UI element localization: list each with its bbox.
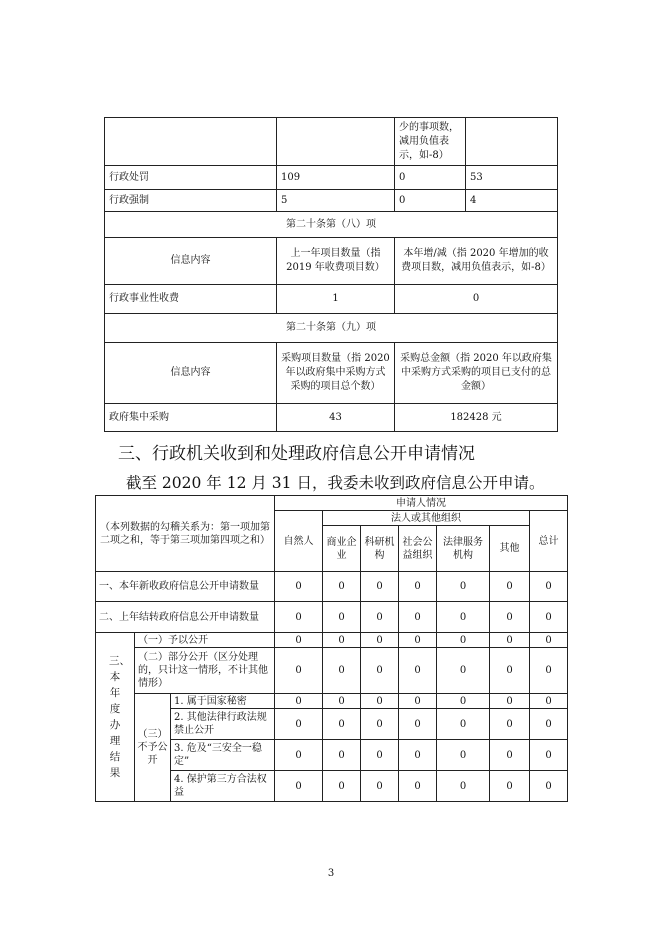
cell: 5 xyxy=(277,190,395,212)
cell: 0 xyxy=(437,709,490,740)
table-row xyxy=(96,694,568,709)
cell: 0 xyxy=(275,648,323,694)
cell: 0 xyxy=(490,740,530,771)
table-header-row xyxy=(105,343,558,404)
header-col1: 上一年项目数量（指 2019 年收费项目数） xyxy=(277,238,395,285)
section-3-heading: 三、行政机关收到和处理政府信息公开申请情况 xyxy=(118,444,475,464)
row-label: 二、上年结转政府信息公开申请数量 xyxy=(96,602,275,633)
cell: 0 xyxy=(490,602,530,633)
cell: 0 xyxy=(323,709,361,740)
group-label xyxy=(96,633,135,802)
cell: 0 xyxy=(437,740,490,771)
cell: 0 xyxy=(530,740,568,771)
cell: 182428 元 xyxy=(395,404,558,432)
cell: 0 xyxy=(437,633,490,648)
cell: 0 xyxy=(437,572,490,602)
cell: 0 xyxy=(437,648,490,694)
cell: 0 xyxy=(275,633,323,648)
legal-group-header: 法人或其他组织 xyxy=(323,511,530,526)
cell: 0 xyxy=(361,694,399,709)
row-label: 一、本年新收政府信息公开申请数量 xyxy=(96,572,275,602)
cell: 0 xyxy=(530,648,568,694)
total-header: 总计 xyxy=(530,511,568,572)
org-col-header: 社会公益组织 xyxy=(399,526,437,572)
section-title-row xyxy=(105,314,558,343)
table-header-row xyxy=(96,496,568,511)
cell: 0 xyxy=(323,572,361,602)
row-label: （一）予以公开 xyxy=(135,633,275,648)
cell: 0 xyxy=(399,709,437,740)
cell: 0 xyxy=(275,694,323,709)
vertical-label: 三、本年度办理结果 xyxy=(109,655,130,779)
natural-person-header: 自然人 xyxy=(275,511,323,572)
table-row xyxy=(96,602,568,633)
section-3-paragraph: 截至 2020 年 12 月 31 日，我委未收到政府信息公开申请。 xyxy=(126,474,545,492)
cell: 0 xyxy=(437,771,490,802)
table-row xyxy=(105,118,558,166)
header-label: 信息内容 xyxy=(105,238,277,285)
cell: 0 xyxy=(361,740,399,771)
cell: 0 xyxy=(530,602,568,633)
cell: 0 xyxy=(399,572,437,602)
row-label: 4. 保护第三方合法权益 xyxy=(171,771,275,802)
cell: 0 xyxy=(323,648,361,694)
cell: 0 xyxy=(323,633,361,648)
cell: 0 xyxy=(530,771,568,802)
cell: 0 xyxy=(437,602,490,633)
table-row xyxy=(105,404,558,432)
cell: 0 xyxy=(490,694,530,709)
cell: 0 xyxy=(399,740,437,771)
cell: 0 xyxy=(530,572,568,602)
header-col1: 采购项目数量（指 2020 年以政府集中采购方式采购的项目总个数） xyxy=(277,343,395,404)
org-col-header: 商业企业 xyxy=(323,526,361,572)
table-row xyxy=(96,633,568,648)
cell: 0 xyxy=(490,633,530,648)
row-label: 2. 其他法律行政法规禁止公开 xyxy=(171,709,275,740)
header-col2: 采购总金额（指 2020 年以政府集中采购方式采购的项目已支付的总金额） xyxy=(395,343,558,404)
cell: 0 xyxy=(395,166,466,190)
table-note: （本列数据的勾稽关系为：第一项加第二项之和，等于第三项加第四项之和） xyxy=(96,496,275,572)
cell: 0 xyxy=(399,633,437,648)
cell: 0 xyxy=(323,771,361,802)
row-label: 行政强制 xyxy=(105,190,277,212)
cell: 0 xyxy=(530,694,568,709)
cell: 0 xyxy=(275,572,323,602)
applicant-header: 申请人情况 xyxy=(275,496,568,511)
cell: 0 xyxy=(530,633,568,648)
cell: 0 xyxy=(399,648,437,694)
cell: 0 xyxy=(361,771,399,802)
cell: 0 xyxy=(361,602,399,633)
row-label: 政府集中采购 xyxy=(105,404,277,432)
cell: 0 xyxy=(323,602,361,633)
row-label: 行政处罚 xyxy=(105,166,277,190)
row-label: 3. 危及“三安全一稳定” xyxy=(171,740,275,771)
cell: 0 xyxy=(395,285,558,314)
cell: 0 xyxy=(275,771,323,802)
cell: 0 xyxy=(275,709,323,740)
cell: 0 xyxy=(275,602,323,633)
cell: 0 xyxy=(490,648,530,694)
header-col2: 本年增/减（指 2020 年增加的收费项目数，减用负值表示，如-8） xyxy=(395,238,558,285)
page-number: 3 xyxy=(327,868,335,879)
cell: 0 xyxy=(323,740,361,771)
cell: 0 xyxy=(361,633,399,648)
cell: 0 xyxy=(361,572,399,602)
cell: 109 xyxy=(277,166,395,190)
cell: 53 xyxy=(466,166,558,190)
table-row xyxy=(105,166,558,190)
cell: 1 xyxy=(277,285,395,314)
cell: 0 xyxy=(399,694,437,709)
cell: 0 xyxy=(275,740,323,771)
section-9-title: 第二十条第（九）项 xyxy=(105,314,558,343)
org-col-header: 科研机构 xyxy=(361,526,399,572)
row-label: （二）部分公开（区分处理的，只计这一情形，不计其他情形） xyxy=(135,648,275,694)
row-label: 1. 属于国家秘密 xyxy=(171,694,275,709)
cell: 4 xyxy=(466,190,558,212)
cell: 0 xyxy=(361,648,399,694)
cell: 0 xyxy=(361,709,399,740)
cell: 0 xyxy=(490,709,530,740)
disclosure-items-table xyxy=(104,117,558,432)
sub-group-label: （三）不予公开 xyxy=(135,694,171,802)
cell: 0 xyxy=(490,771,530,802)
cell: 0 xyxy=(323,694,361,709)
applications-table xyxy=(95,495,568,802)
table-row xyxy=(96,572,568,602)
cell: 43 xyxy=(277,404,395,432)
table-row xyxy=(105,190,558,212)
cell: 0 xyxy=(399,771,437,802)
cell: 0 xyxy=(437,694,490,709)
cell: 0 xyxy=(395,190,466,212)
table-row xyxy=(96,648,568,694)
section-title-row xyxy=(105,212,558,238)
cell: 0 xyxy=(399,602,437,633)
header-label: 信息内容 xyxy=(105,343,277,404)
row-label: 行政事业性收费 xyxy=(105,285,277,314)
section-8-title: 第二十条第（八）项 xyxy=(105,212,558,238)
org-col-header: 其他 xyxy=(490,526,530,572)
continuation-note: 少的事项数，减用负值表示，如-8） xyxy=(395,118,466,166)
table-row xyxy=(105,285,558,314)
cell: 0 xyxy=(530,709,568,740)
table-header-row xyxy=(105,238,558,285)
cell: 0 xyxy=(490,572,530,602)
org-col-header: 法律服务机构 xyxy=(437,526,490,572)
